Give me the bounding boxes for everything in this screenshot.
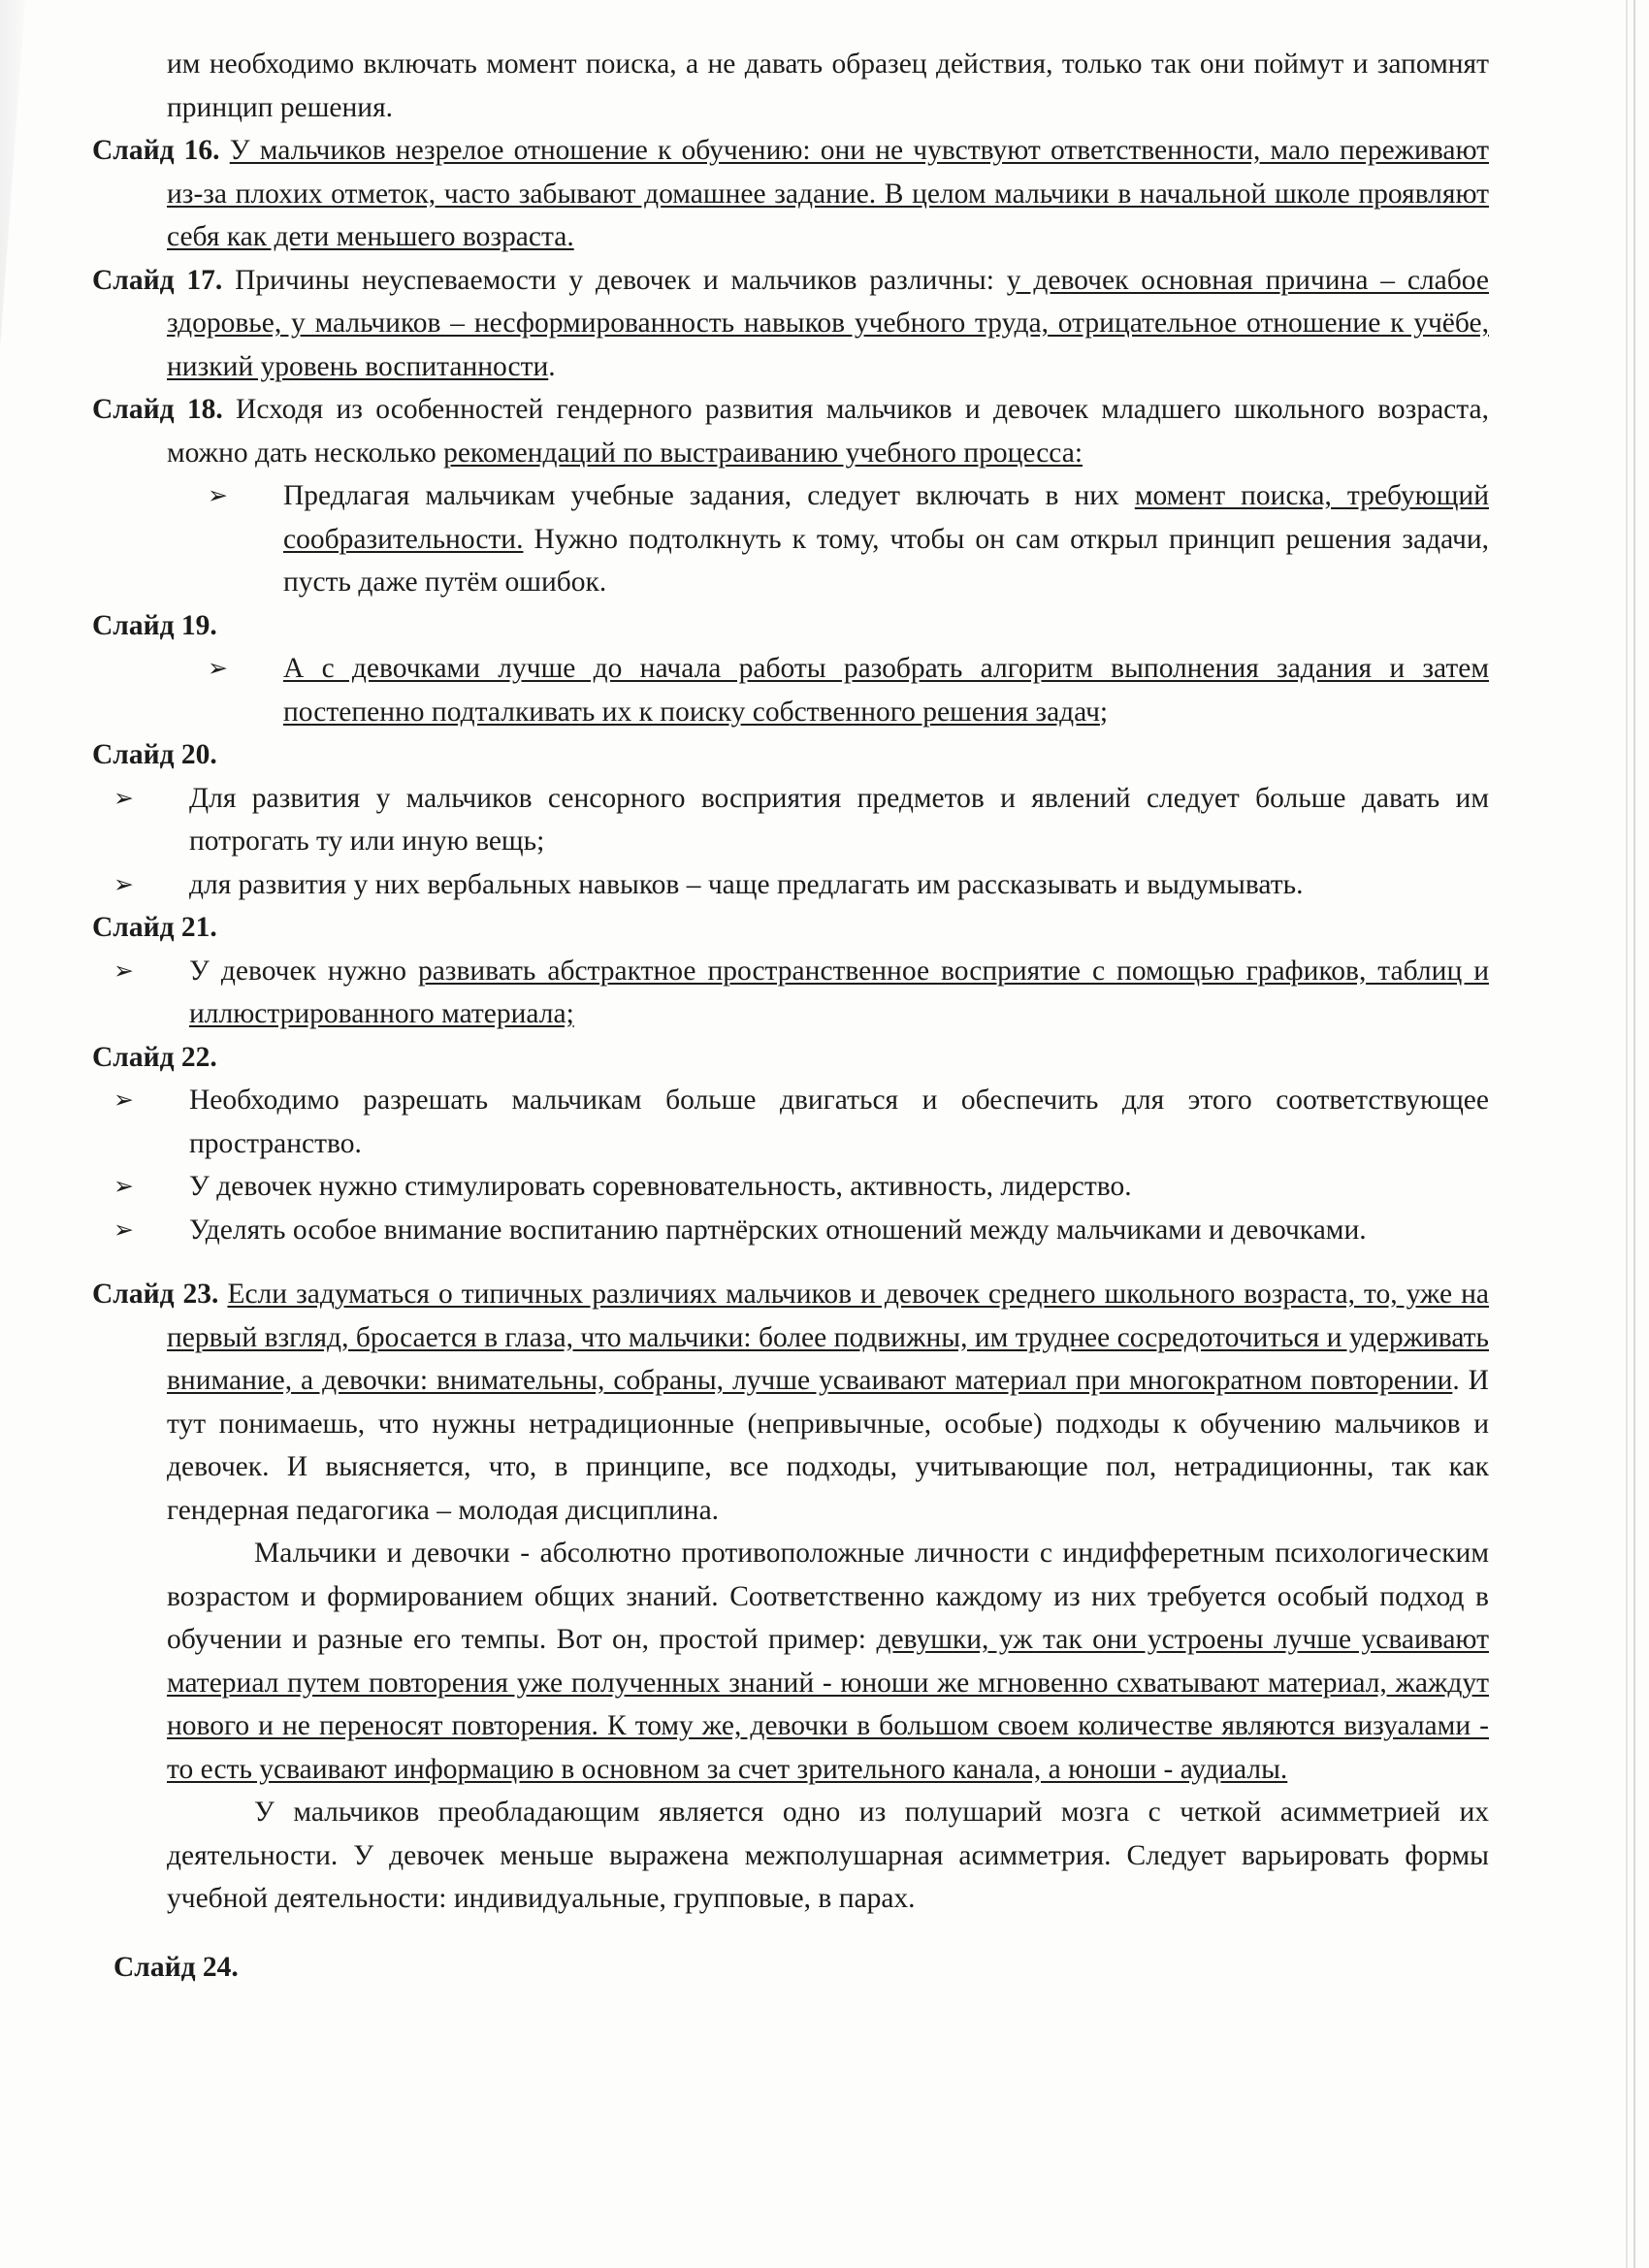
- text-run: Исходя из особенностей гендерного развития мальчиков и девочек младшего школьного возраста, можно дать несколько: [167, 394, 1489, 469]
- text-run: Уделять особое внимание воспитанию партнёрских отношений между мальчиками и девочками.: [189, 1214, 1367, 1246]
- bullet-item: [92, 1079, 1489, 1165]
- page-edge: [1626, 0, 1628, 2268]
- bullet-list: [92, 1165, 1489, 1209]
- text-run: ;: [1099, 696, 1109, 728]
- arrow-bullet-icon: ➢: [113, 1085, 134, 1114]
- arrow-bullet-icon: ➢: [113, 956, 134, 985]
- slide-paragraph-s23: [92, 1273, 1489, 1532]
- slide-label: Слайд 20.: [92, 739, 217, 770]
- slide-label: Слайд 19.: [92, 609, 217, 641]
- text-run: Для развития у мальчиков сенсорного восприятия предметов и явлений следует больше давать им потрогать ту или иную вещь;: [189, 782, 1489, 857]
- page-edge: [1633, 0, 1635, 2268]
- slide-label: Слайд 21.: [92, 912, 217, 943]
- body-paragraph: [92, 1791, 1489, 1921]
- underlined-text: рекомендаций по выстраиванию учебного процесса:: [443, 437, 1083, 469]
- slide-paragraph-s16: [92, 129, 1489, 259]
- folded-corner: [0, 0, 25, 349]
- bullet-item: [92, 474, 1489, 604]
- underlined-text: момент поиска, требующий сообразительности.: [283, 480, 1489, 555]
- text-run: для развития у них вербальных навыков – чаще предлагать им рассказывать и выдумывать.: [189, 868, 1304, 900]
- arrow-bullet-icon: ➢: [113, 869, 134, 898]
- text-run: Мальчики и девочки - абсолютно противоположные личности с индифферетным психологическим возрастом и формированием общих знаний. Соответственно каждому из них требуется особый подход в обучении и разные его темпы. Вот он, простой пример:: [167, 1538, 1489, 1655]
- bullet-list: [92, 1079, 1489, 1165]
- bullet-list: [92, 950, 1489, 1036]
- arrow-bullet-icon: ➢: [208, 481, 228, 509]
- underlined-text: развивать абстрактное пространственное восприятие с помощью графиков, таблиц и иллюстрированного материала;: [189, 955, 1489, 1029]
- bullet-item: [92, 1165, 1489, 1209]
- arrow-bullet-icon: ➢: [113, 1215, 134, 1244]
- underlined-text: у девочек основная причина – слабое здоровье, у мальчиков – несформированность навыков учебного труда, отрицательное отношение к учёбе, низкий уровень воспитанности: [167, 264, 1489, 382]
- slide-label: Слайд 18.: [92, 394, 223, 425]
- text-run: .: [548, 350, 556, 382]
- continued-paragraph: [92, 43, 1489, 129]
- bullet-item: [92, 777, 1489, 863]
- text-run: . И тут понимаешь, что нужны нетрадиционные (непривычные, особые) подходы к обучению мальчиков и девочек. И выясняется, что, в принципе, все подходы, учитывающие пол, нетрадиционны, так как гендерная педагогика – молодая дисциплина.: [167, 1365, 1489, 1526]
- slide-paragraph-s18: [92, 388, 1489, 474]
- slide-label: Слайд 23.: [92, 1279, 219, 1310]
- bullet-list: [92, 647, 1489, 733]
- text-run: Нужно подтолкнуть к тому, чтобы он сам открыл принцип решения задачи, пусть даже путём ошибок.: [283, 523, 1489, 598]
- slide-heading-s24: [113, 1946, 1489, 1990]
- bullet-item: [92, 647, 1489, 733]
- text-run: им необходимо включать момент поиска, а не давать образец действия, только так они поймут и запомнят принцип решения.: [167, 49, 1489, 123]
- bullet-list: [92, 474, 1489, 604]
- arrow-bullet-icon: ➢: [208, 654, 228, 682]
- bullet-list: [92, 863, 1489, 907]
- slide-label: Слайд 17.: [92, 264, 223, 296]
- bullet-list: [92, 1209, 1489, 1252]
- slide-heading-s19: [92, 604, 1489, 648]
- underlined-text: А с девочками лучше до начала работы разобрать алгоритм выполнения задания и затем постепенно подталкивать их к поиску собственного решения задач: [283, 653, 1489, 728]
- arrow-bullet-icon: ➢: [113, 783, 134, 812]
- arrow-bullet-icon: ➢: [113, 1172, 134, 1200]
- bullet-item: [92, 863, 1489, 907]
- spacer: [92, 1921, 1489, 1946]
- slide-label: Слайд 16.: [92, 135, 220, 166]
- text-run: У мальчиков преобладающим является одно из полушарий мозга с четкой асимметрией их деятельности. У девочек меньше выражена межполушарная асимметрия. Следует варьировать формы учебной деятельности: индивидуальные, групповые, в парах.: [167, 1797, 1489, 1914]
- document-body: [92, 43, 1489, 1989]
- underlined-text: Если задуматься о типичных различиях мальчиков и девочек среднего школьного возраста, то, уже на первый взгляд, бросается в глаза, что мальчики: более подвижны, им труднее сосредоточиться и удерживать внимание, а девочки: внимательны, собраны, лучше усваивают материал при многократном повторении: [167, 1279, 1490, 1396]
- text-run: У девочек нужно стимулировать соревновательность, активность, лидерство.: [189, 1171, 1132, 1202]
- slide-paragraph-s17: [92, 259, 1489, 389]
- underlined-text: У мальчиков незрелое отношение к обучению: они не чувствуют ответственности, мало переживают из-за плохих отметок, часто забывают домашнее задание. В целом мальчики в начальной школе проявляют себя как дети меньшего возраста.: [167, 135, 1490, 252]
- text-run: Необходимо разрешать мальчикам больше двигаться и обеспечить для этого соответствующее пространство.: [189, 1085, 1489, 1159]
- body-paragraph: [92, 1532, 1489, 1791]
- bullet-list: [92, 777, 1489, 863]
- slide-heading-s21: [92, 906, 1489, 950]
- bullet-item: [92, 1209, 1489, 1252]
- slide-heading-s22: [92, 1036, 1489, 1080]
- text-run: Причины неуспеваемости у девочек и мальчиков различны:: [235, 264, 1007, 296]
- spacer: [92, 1251, 1489, 1273]
- slide-label: Слайд 24.: [113, 1951, 239, 1983]
- bullet-item: [92, 950, 1489, 1036]
- text-run: Предлагая мальчикам учебные задания, следует включать в них: [283, 480, 1135, 511]
- slide-heading-s20: [92, 733, 1489, 777]
- text-run: У девочек нужно: [189, 955, 418, 987]
- underlined-text: девушки, уж так они устроены лучше усваивают материал путем повторения уже полученных знаний - юноши же мгновенно схватывают материал, жаждут нового и не переносят повторения. К тому же, девочки в большом своем количестве являются визуалами - то есть усваивают информацию в основном за счет зрительного канала, а юноши - аудиалы.: [167, 1624, 1489, 1785]
- slide-label: Слайд 22.: [92, 1041, 217, 1073]
